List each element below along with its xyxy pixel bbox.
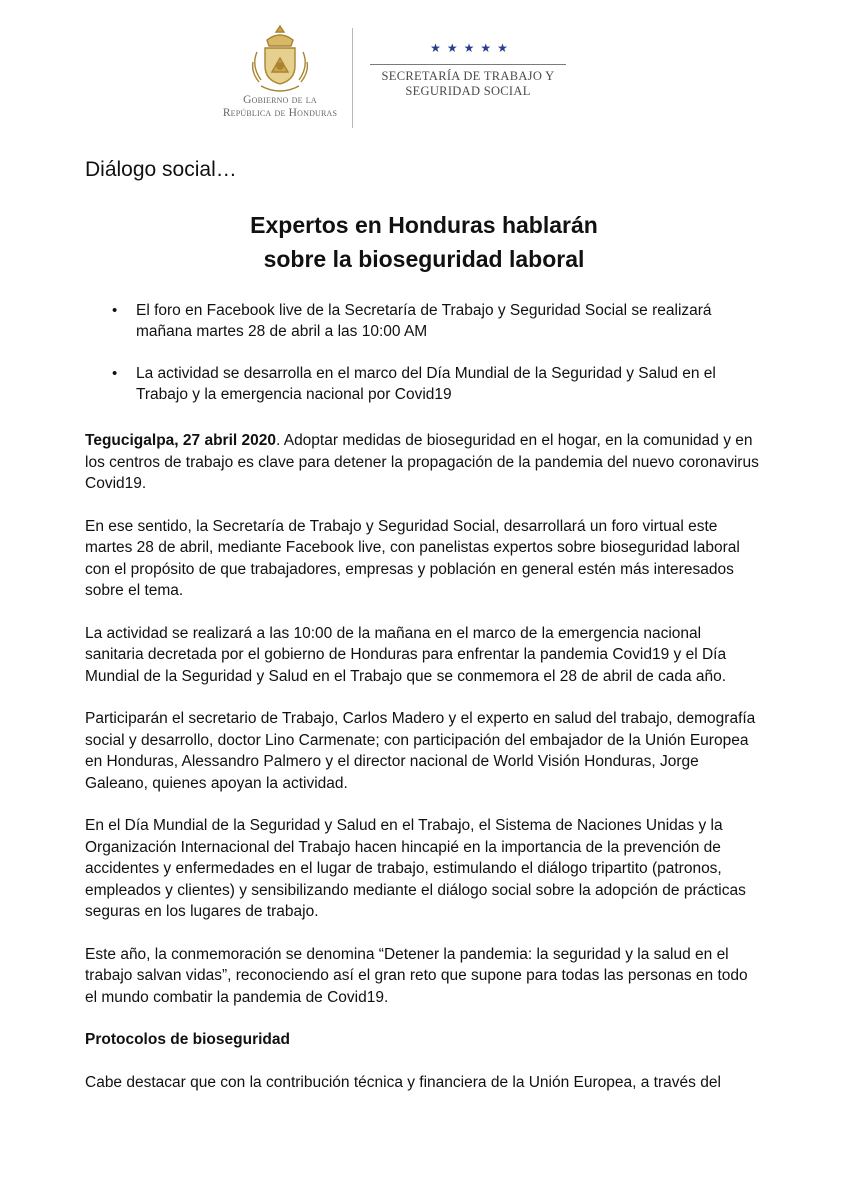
summary-bullets [112,300,752,426]
dateline: Tegucigalpa, 27 abril 2020 [85,432,276,449]
bullet-text: La actividad se desarrolla en el marco del Día Mundial de la Seguridad y Salud en el Trabajo y la emergencia nacional por Covid19 [136,365,716,403]
paragraph: En el Día Mundial de la Seguridad y Salud en el Trabajo, el Sistema de Naciones Unidas y la Organización Internacional del Trabajo hacen hincapié en la importancia de la prevención de accidentes y enfermedades en el lugar de trabajo, estimulando el diálogo tripartito (patronos, empleados y clientes) y sensibilizando mediante el diálogo social sobre la adopción de prácticas seguras en los lugares de trabajo. [85,817,746,920]
paragraph: Este año, la conmemoración se denomina “Detener la pandemia: la seguridad y la salud en el trabajo salvan vidas”, reconociendo así el gran reto que supone para todas las personas en todo el mundo combatir la pandemia de Covid19. [85,945,748,1006]
headline [0,208,848,276]
ministry-name-line1: SECRETARÍA DE TRABAJO Y [381,69,555,83]
coat-of-arms-icon [245,22,315,94]
bullet-item [112,300,752,342]
header-divider [352,28,353,128]
kicker: Diálogo social… [85,158,237,181]
paragraph: La actividad se realizará a las 10:00 de la mañana en el marco de la emergencia nacional sanitaria decretada por el gobierno de Honduras para enfrentar la pandemia Covid19 y el Día Mundial de la Seguridad y Salud en el Trabajo que se conmemora el 28 de abril de cada año. [85,624,727,685]
government-logo [205,22,355,120]
lead-text: . Adoptar medidas de bioseguridad en el hogar, en la comunidad y en los centros de trabajo es clave para detener la propagación de la pandemia del nuevo coronavirus Covid19. [85,432,759,492]
ministry-rule [370,64,566,65]
paragraph: En ese sentido, la Secretaría de Trabajo y Seguridad Social, desarrollará un foro virtual este martes 28 de abril, mediante Facebook live, con panelistas expertos sobre bioseguridad laboral con el propósito de que trabajadores, empresas y población en general estén más interesados sobre el tema. [85,517,740,599]
bullet-dot-icon: • [112,365,118,382]
paragraph-lead [85,430,760,495]
headline-line1: Expertos en Honduras hablarán [250,212,598,238]
government-name-line1: Gobierno de la [243,94,317,106]
bullet-item [112,363,752,405]
five-stars-icon: ★★★★★ [430,41,514,55]
paragraph: Participarán el secretario de Trabajo, Carlos Madero y el experto en salud del trabajo, demografía social y desarrollo, doctor Lino Carmenate; con participación del embajador de la Unión Europea en Honduras, Alessandro Palmero y el director nacional de World Visión Honduras, Jorge Galeano, quienes apoyan la actividad. [85,710,756,792]
bullet-dot-icon: • [112,302,118,319]
section-subhead: Protocolos de bioseguridad [85,1031,290,1048]
paragraph: Cabe destacar que con la contribución técnica y financiera de la Unión Europea, a través del [85,1073,721,1091]
government-name-line2: República de Honduras [222,107,338,119]
headline-line2: sobre la bioseguridad laboral [263,246,585,272]
bullet-text: El foro en Facebook live de la Secretaría de Trabajo y Seguridad Social se realizará mañana martes 28 de abril a las 10:00 AM [136,302,712,340]
ministry-name-line2: SEGURIDAD SOCIAL [405,84,531,98]
ministry-logo [368,40,568,99]
article-body [85,430,760,1114]
